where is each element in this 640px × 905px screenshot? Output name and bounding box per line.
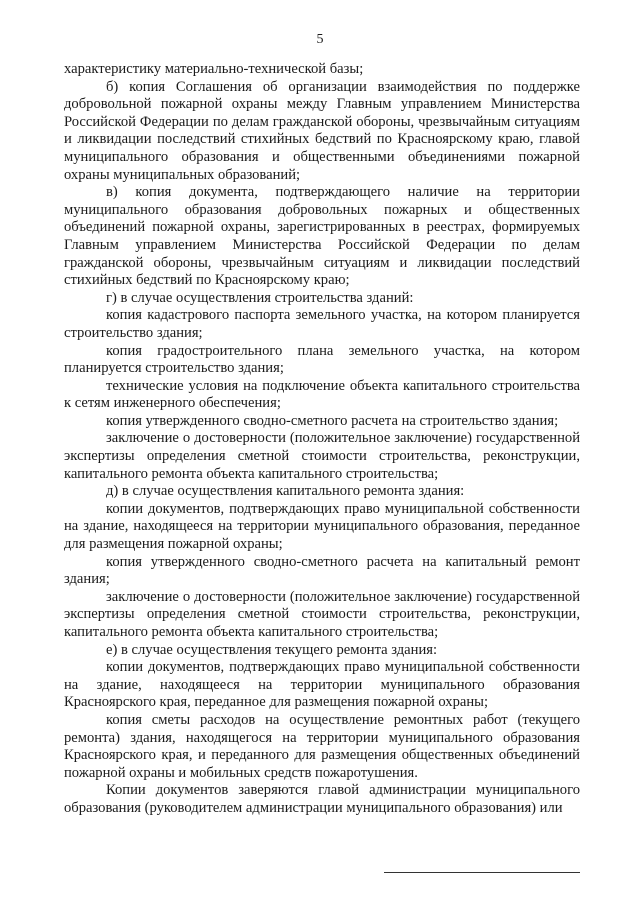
paragraph-repair-estimate: копия сметы расходов на осуществление ремонтных работ (текущего ремонта) здания, находящегося на территории муниципального образования Красноярского края, и переданного для размещения общественных объединений пожарной охраны и мобильных средств пожаротушения. <box>64 711 580 781</box>
paragraph-expert-conclusion-1: заключение о достоверности (положительное заключение) государственной экспертизы определения сметной стоимости строительства, реконструкции, капитального ремонта объекта капитального строительства; <box>64 430 580 482</box>
paragraph-estimate-construction: копия утвержденного сводно-сметного расчета на строительство здания; <box>106 412 559 429</box>
paragraph-ownership-docs-1: копии документов, подтверждающих право муниципальной собственности на здание, находящееся на территории муниципального образования, переданное для размещения пожарной охраны; <box>64 500 580 553</box>
document-body <box>64 61 580 818</box>
paragraph-expert-conclusion-2: заключение о достоверности (положительное заключение) государственной экспертизы определения сметной стоимости строительства, реконструкции, капитального ремонта объекта капитального строительства; <box>64 588 580 640</box>
paragraph-estimate-capital-repair: копия утвержденного сводно-сметного расчета на капитальный ремонт здания; <box>64 553 580 588</box>
paragraph-item-b: б) копия Соглашения об организации взаимодействия по поддержке добровольной пожарной охраны между Главным управлением Министерства Российской Федерации по делам гражданской обороны, чрезвычайным ситуациям и ликвидации последствий стихийных бедствий по Красноярскому краю, главой муниципального образования и общественными объединениями пожарной охраны муниципальных образований; <box>64 78 580 183</box>
paragraph-item-v: в) копия документа, подтверждающего наличие на территории муниципального образования добровольных пожарных и общественных объединений пожарной охраны, зарегистрированных в реестрах, формируемых Главным управлением Министерства Российской Федерации по делам гражданской обороны, чрезвычайным ситуациям и ликвидации последствий стихийных бедствий по Красноярскому краю; <box>64 184 580 289</box>
paragraph-technical-conditions: технические условия на подключение объекта капитального строительства к сетям инженерного обеспечения; <box>64 377 580 412</box>
paragraph-item-g: г) в случае осуществления строительства зданий: <box>106 289 414 306</box>
paragraph-item-e: е) в случае осуществления текущего ремонта здания: <box>106 641 438 658</box>
paragraph-certification: Копии документов заверяются главой администрации муниципального образования (руководителем администрации муниципального образования) или <box>64 782 580 816</box>
page-number: 5 <box>316 32 324 47</box>
footer-rule <box>384 872 580 873</box>
paragraph-ownership-docs-2: копии документов, подтверждающих право муниципальной собственности на здание, находящееся на территории муниципального образования Красноярского края, переданное для размещения пожарной охраны; <box>64 659 580 711</box>
paragraph-continuation: характеристику материально-технической базы; <box>64 61 364 77</box>
paragraph-item-d: д) в случае осуществления капитального ремонта здания: <box>106 483 465 500</box>
paragraph-cadastral-passport: копия кадастрового паспорта земельного участка, на котором планируется строительство здания; <box>64 307 580 341</box>
paragraph-urban-plan: копия градостроительного плана земельного участка, на котором планируется строительство здания; <box>64 342 580 377</box>
